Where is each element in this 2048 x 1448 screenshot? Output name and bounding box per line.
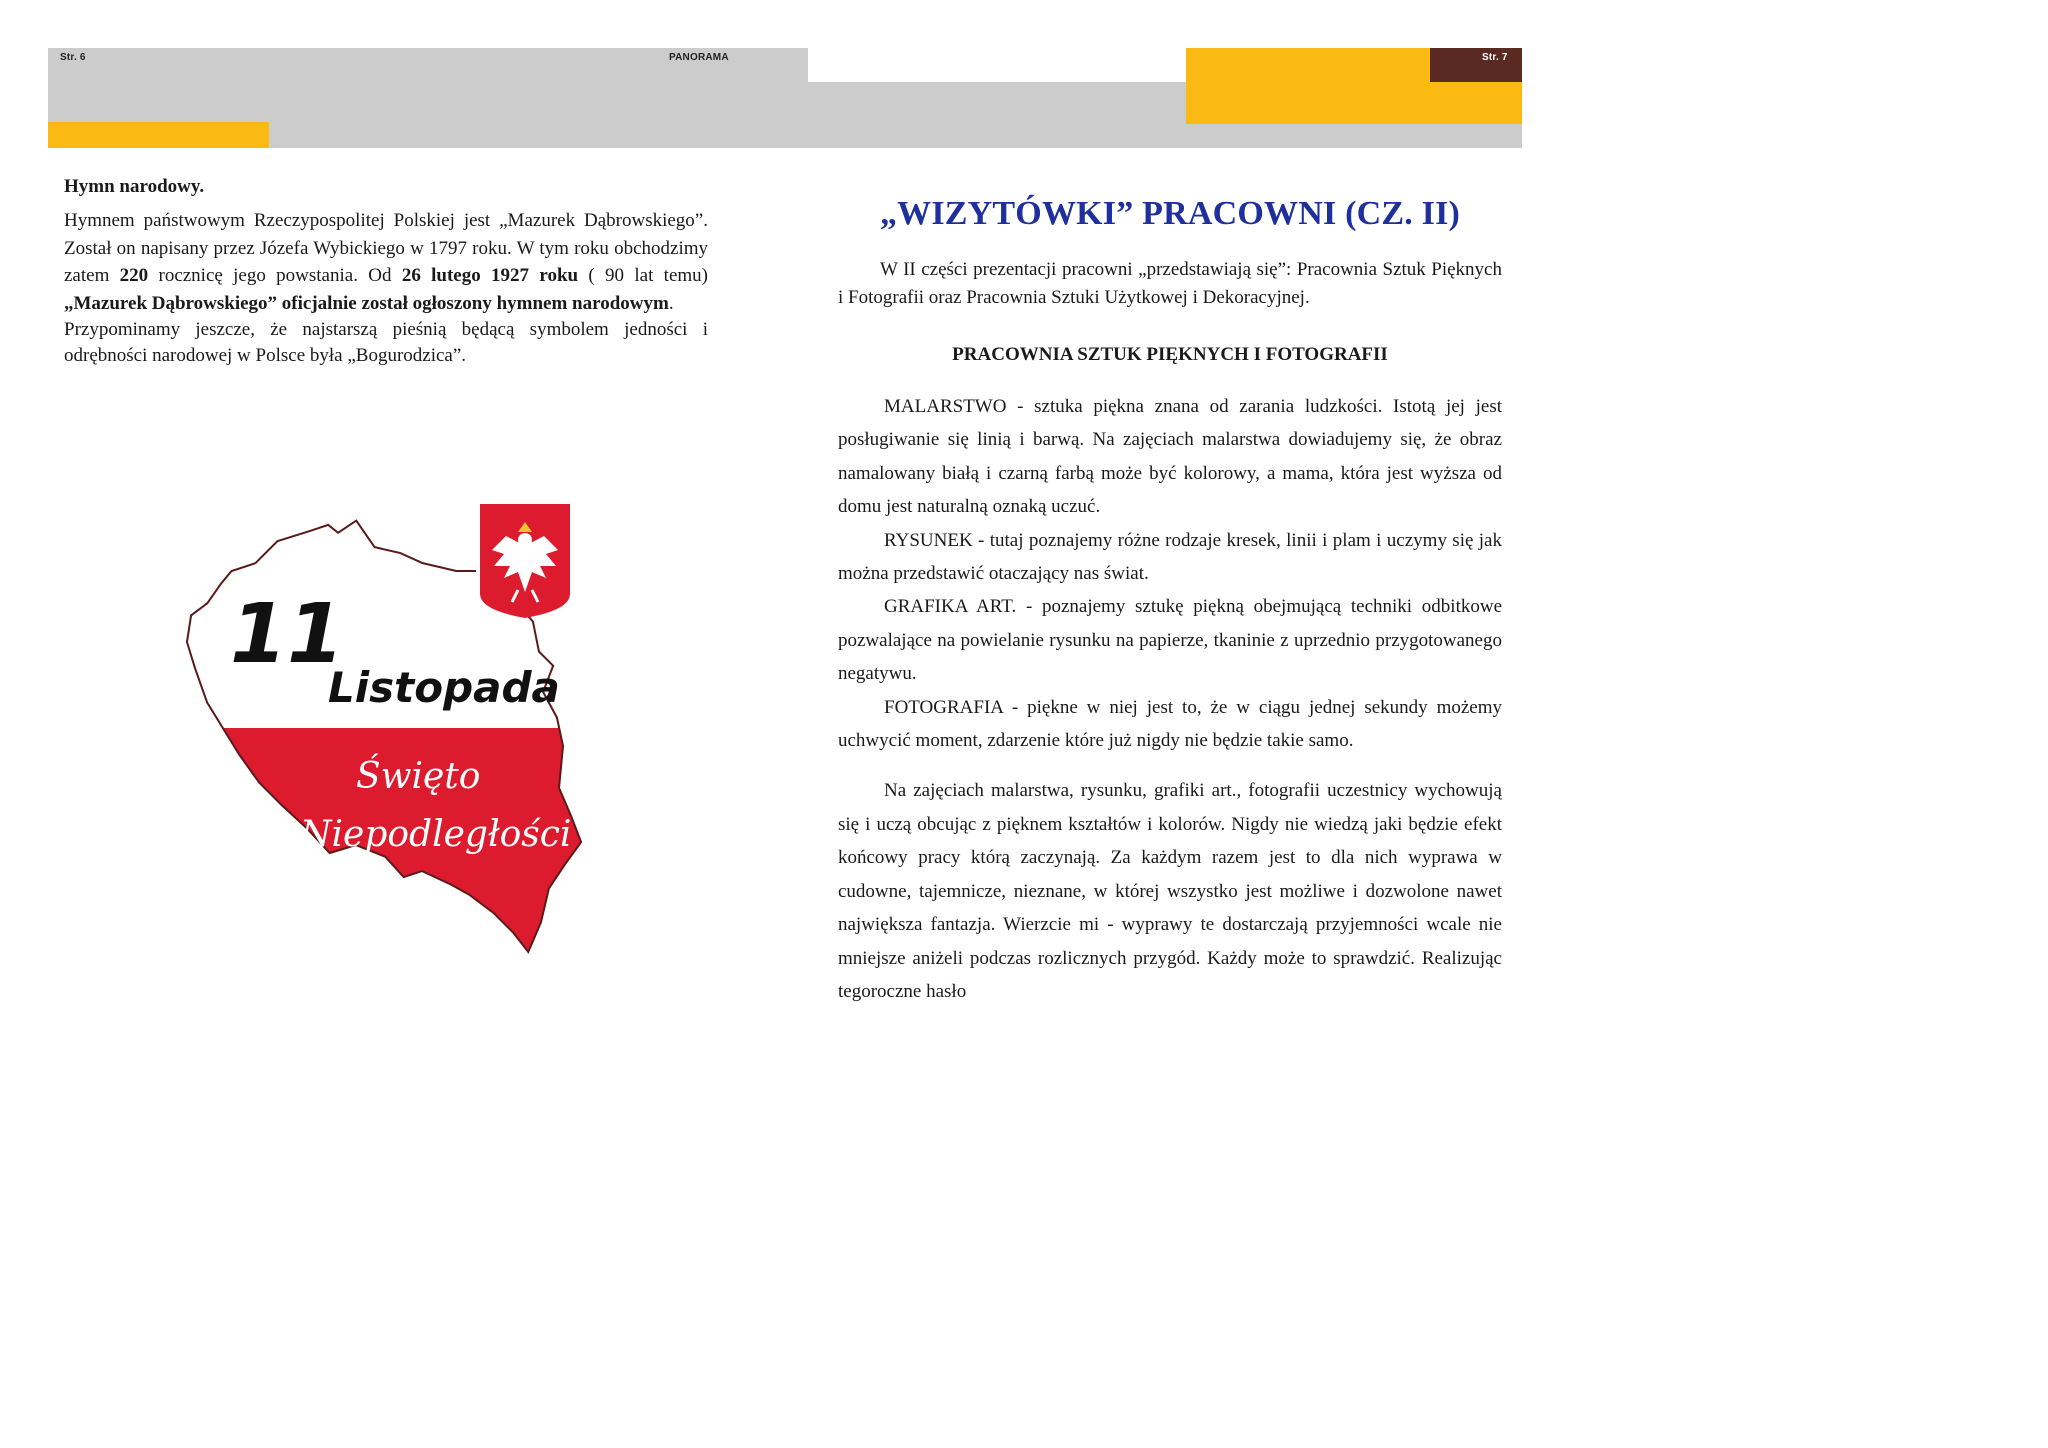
anthem-date: 26 lutego 1927 roku: [401, 265, 579, 286]
anthem-text-part: rocznicę jego powstania. Od: [148, 265, 402, 286]
page-number-right: Str. 7: [1482, 52, 1508, 63]
anniversary-number: 220: [119, 265, 149, 286]
emblem-month: Listopada: [328, 663, 560, 712]
paragraph-photography: FOTOGRAFIA - piękne w niej jest to, że w ciągu jednej sekundy możemy uchwycić moment, zdarzenie które już nigdy nie będzie takie samo.: [838, 696, 1502, 752]
paragraph-painting: MALARSTWO - sztuka piękna znana od zarania ludzkości. Istotą jej jest posługiwanie się linią i barwą. Na zajęciach malarstwa dowiadujemy się, że obraz namalowany białą i czarną farbą może być kolorowy, a mama, która jest wyższa od domu jest naturalną oznaką uczuć.: [838, 396, 1502, 518]
anthem-heading: Hymn narodowy.: [64, 176, 205, 197]
page-number-tab: [1430, 48, 1522, 82]
anthem-text-part: Hymnem państwowym Rzeczypospolitej Polskiej jest „Mazurek Dąbrowskiego”. Został on napisany przez Józefa Wybickiego w 1797 roku. W tym roku obchodzimy zatem: [64, 210, 708, 286]
emblem-day: 11: [230, 587, 345, 682]
emblem-line-2: Niepodległości: [300, 814, 572, 855]
section-subtitle: PRACOWNIA SZTUK PIĘKNYCH I FOTOGRAFII: [952, 344, 1388, 365]
paragraph-graphics: GRAFIKA ART. - poznajemy sztukę piękną obejmującą techniki odbitkowe pozwalające na powielanie rysunku na papierze, tkaninie z uprzednio przygotowanego negatywu.: [838, 596, 1502, 685]
anthem-article: [64, 174, 708, 369]
magazine-name: PANORAMA: [669, 52, 729, 63]
paragraph-drawing: RYSUNEK - tutaj poznajemy różne rodzaje kresek, linii i plam i uczymy się jak można przedstawić otaczający nas świat.: [838, 529, 1502, 585]
anthem-text-part: ( 90 lat temu): [578, 265, 708, 286]
poland-map-graphic: [160, 492, 600, 962]
article-title: „WIZYTÓWKI” PRACOWNI (CZ. II): [879, 195, 1461, 232]
emblem-line-1: Święto: [356, 756, 481, 797]
article-intro: W II części prezentacji pracowni „przedstawiają się”: Pracownia Sztuk Pięknych i Fotografii oraz Pracownia Sztuki Użytkowej i Dekoracyjnej.: [838, 259, 1502, 308]
paragraph-summary: Na zajęciach malarstwa, rysunku, grafiki art., fotografii uczestnicy wychowują się i uczą obcując z pięknem kształtów i kolorów. Nigdy nie wiedzą jaki będzie efekt końcowy pracy którą zaczynają. Za każdym razem jest to dla nich wyprawa w cudowne, tajemnicze, nieznane, w której wszystko jest możliwe i dozwolone nawet największa fantazja. Wierzcie mi - wyprawy te dostarczają przyjemności wcale nie mniejsze aniżeli podczas rozlicznych przygód. Każdy może to sprawdzić. Realizując tegoroczne hasło: [838, 780, 1502, 1002]
header-accent-left: [48, 122, 269, 148]
anthem-text: [64, 207, 708, 369]
anthem-paragraph-1: [64, 207, 708, 317]
anthem-text-part: .: [668, 292, 674, 314]
anthem-paragraph-2: Przypominamy jeszcze, że najstarszą pieśnią będącą symbolem jedności i odrębności narodowej w Polsce była „Bogurodzica”.: [64, 319, 708, 366]
independence-day-emblem: [160, 492, 600, 962]
eagle-shield-icon: [476, 500, 574, 618]
workshop-article: [838, 190, 1502, 1008]
anthem-bold-statement: „Mazurek Dąbrowskiego” oficjalnie został ogłoszony hymnem narodowym: [64, 292, 669, 314]
page-number-left: Str. 6: [60, 52, 86, 63]
paragraph-spacer: [838, 757, 1502, 774]
